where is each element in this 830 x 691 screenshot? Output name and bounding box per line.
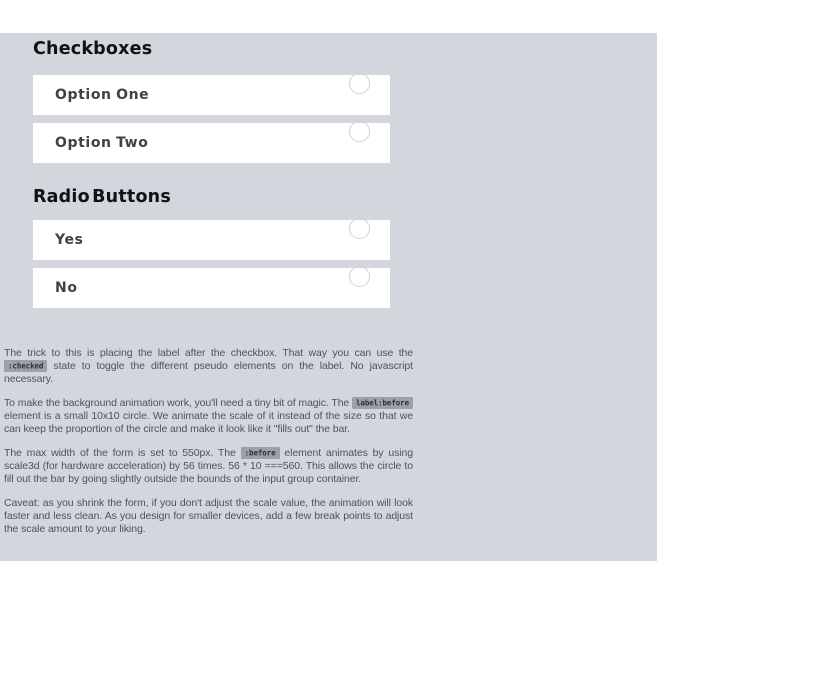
unchecked-circle-icon[interactable] [349, 73, 370, 94]
text-run: element animates by using scale3d (for hardware acceleration) by 56 times. 56 * 10 ===560. This allows the circle to fill out the bar by going slightly outside the bounds of the input group container. [4, 447, 413, 485]
checkbox-option-two-label: Option Two [55, 135, 149, 151]
radio-buttons-heading: Radio Buttons [33, 187, 171, 207]
checkboxes-heading: Checkboxes [33, 39, 153, 59]
paragraph-caveat: Caveat: as you shrink the form, if you don't adjust the scale value, the animation will look faster and less clean. As you design for smaller devices, add a few break points to adjust the scale amount to your liking. [4, 497, 413, 535]
paragraph-background-animation [4, 397, 413, 436]
text-run: The trick to this is placing the label after the checkbox. That way you can use the [4, 347, 413, 359]
description-section [4, 347, 413, 536]
text-run: element is a small 10x10 circle. We animate the scale of it instead of the size so that we can keep the proportion of the circle and make it look like it "fills out" the bar. [4, 410, 413, 435]
paragraph-checked-trick [4, 347, 413, 386]
text-run: To make the background animation work, you'll need a tiny bit of magic. The [4, 397, 352, 409]
code-chip-checked: :checked [4, 360, 47, 372]
text-run: state to toggle the different pseudo elements on the label. No javascript necessary. [4, 360, 413, 385]
content-panel [0, 33, 657, 561]
code-chip-before: :before [241, 447, 280, 459]
page [0, 33, 830, 691]
radio-yes-label: Yes [55, 232, 84, 248]
form-section [33, 39, 390, 308]
radio-no-label: No [55, 280, 78, 296]
text-run: The max width of the form is set to 550px. The [4, 447, 241, 459]
code-chip-label-before: label:before [352, 397, 413, 409]
unchecked-circle-icon[interactable] [349, 121, 370, 142]
paragraph-max-width [4, 447, 413, 486]
unchecked-circle-icon[interactable] [349, 266, 370, 287]
checkbox-option-two[interactable] [33, 123, 390, 163]
checkbox-option-one[interactable] [33, 75, 390, 115]
checkbox-option-one-label: Option One [55, 87, 150, 103]
radio-yes[interactable] [33, 220, 390, 260]
radio-no[interactable] [33, 268, 390, 308]
unchecked-circle-icon[interactable] [349, 218, 370, 239]
